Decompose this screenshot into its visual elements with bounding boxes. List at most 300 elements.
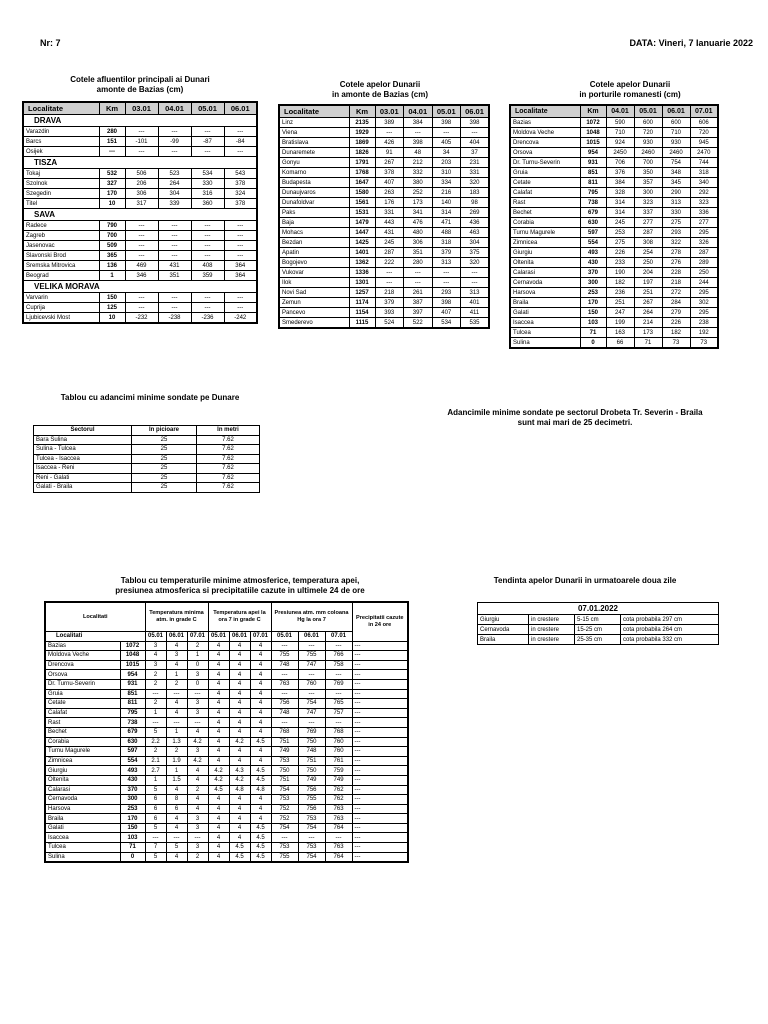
table-cell: 364	[224, 271, 257, 281]
table-cell: Tulcea	[510, 328, 580, 338]
table-cell: 4	[208, 823, 229, 833]
table-cell: Rast	[510, 198, 580, 208]
table-cell: 476	[404, 218, 433, 228]
table-cell: 2135	[349, 118, 375, 128]
table-row	[23, 221, 257, 231]
table-cell: 930	[634, 138, 662, 148]
column-header: 07.01	[690, 105, 718, 118]
table-cell: ---	[145, 689, 166, 699]
table-row	[510, 248, 718, 258]
table-cell: 1154	[349, 308, 375, 318]
table-cell: 4	[250, 651, 271, 661]
table-cell: Galati - Braila	[34, 483, 132, 493]
table-cell: 5-15 cm	[575, 615, 621, 625]
table-cell: 1301	[349, 278, 375, 288]
table-row	[45, 679, 408, 689]
table-cell: 320	[461, 178, 490, 188]
table-cell: 313	[432, 258, 461, 268]
table-cell: 1174	[349, 298, 375, 308]
table-cell: Calarasi	[45, 785, 120, 795]
table-cell: ---	[271, 641, 298, 651]
table-cell: ---	[352, 737, 408, 747]
table-cell: 4.5	[250, 766, 271, 776]
table-row	[23, 137, 257, 147]
table-cell: 140	[432, 198, 461, 208]
table-cell: 3	[187, 823, 208, 833]
table-cell: ---	[375, 278, 404, 288]
table-cell: 1	[187, 651, 208, 661]
table-cell: Varazdin	[23, 127, 99, 137]
table-cell: 332	[404, 168, 433, 178]
table-row	[510, 218, 718, 228]
table-cell: 4	[250, 756, 271, 766]
table-cell: Bara Sulina	[34, 435, 132, 445]
table-cell: 4	[250, 718, 271, 728]
table-cell: 443	[375, 218, 404, 228]
table-cell: 250	[690, 268, 718, 278]
table-cell: 752	[271, 804, 298, 814]
table-cell: 287	[690, 248, 718, 258]
table-cell: Isaccea	[510, 318, 580, 328]
column-header: Temperatura minima atm. in grade C	[145, 602, 208, 632]
table-cell: ---	[352, 795, 408, 805]
table-cell: ---	[352, 766, 408, 776]
table-cell: cota probabila 332 cm	[621, 635, 719, 645]
table-cell: 706	[606, 158, 634, 168]
table-cell: 2470	[690, 148, 718, 158]
table-cell: 199	[606, 318, 634, 328]
column-header: In picioare	[132, 426, 197, 436]
table-cell: 360	[191, 199, 224, 209]
table-cell: 4.2	[229, 775, 250, 785]
table-cell: 320	[461, 258, 490, 268]
table-cell: 630	[120, 737, 145, 747]
table-cell: 751	[271, 737, 298, 747]
table-cell: 136	[99, 261, 125, 271]
table-cell: 339	[158, 199, 191, 209]
table-cell: 4	[250, 679, 271, 689]
table-cell: Cuprija	[23, 303, 99, 313]
table-cell: 5	[145, 852, 166, 862]
table-cell: 380	[404, 178, 433, 188]
table-cell: Tulcea - Isaccea	[34, 454, 132, 464]
table-cell: 2.1	[145, 756, 166, 766]
table-cell: 7.62	[197, 473, 260, 483]
table-cell: -232	[125, 313, 158, 324]
table-cell: 233	[606, 258, 634, 268]
column-header: 03.01	[375, 105, 404, 118]
table-row	[510, 308, 718, 318]
table-cell: Baja	[279, 218, 349, 228]
table-cell: 600	[634, 118, 662, 128]
table-cell: ---	[125, 231, 158, 241]
table-cell: 493	[580, 248, 606, 258]
table-cell: ---	[158, 231, 191, 241]
table-row	[23, 179, 257, 189]
table-row	[45, 795, 408, 805]
table-cell: 763	[325, 814, 352, 824]
temps-title: Tablou cu temperaturile minime atmosferice, temperatura apei, presiunea atmosferica si precipitatiile cazute in ultimele 24 de ore	[115, 576, 365, 595]
table-cell: 4	[250, 660, 271, 670]
table-cell: 277	[634, 218, 662, 228]
table-cell: 4	[166, 708, 187, 718]
table-cell: 408	[191, 261, 224, 271]
table-cell: 532	[99, 169, 125, 179]
table-cell: 267	[375, 158, 404, 168]
table-cell: 763	[325, 804, 352, 814]
table-cell: 523	[158, 169, 191, 179]
table-row	[45, 727, 408, 737]
table-cell: ---	[191, 231, 224, 241]
table-cell: Cernavoda	[45, 795, 120, 805]
table-cell: 2460	[662, 148, 690, 158]
table-cell: ---	[271, 718, 298, 728]
table-cell: 4	[208, 727, 229, 737]
table-cell: 754	[271, 823, 298, 833]
table-cell: 263	[375, 188, 404, 198]
table-cell: 753	[298, 814, 325, 824]
table-cell: Turnu Magurele	[510, 228, 580, 238]
table-cell: 404	[461, 138, 490, 148]
table-cell: 278	[662, 248, 690, 258]
trend-title: Tendinta apelor Dunarii in urmatoarele doua zile	[493, 576, 677, 585]
column-header: In metri	[197, 426, 260, 436]
table-cell: ---	[191, 147, 224, 157]
table-cell: ---	[325, 670, 352, 680]
header-row	[510, 105, 718, 118]
table-cell: 238	[690, 318, 718, 328]
table-cell: Harsova	[45, 804, 120, 814]
column-header: Localitate	[279, 105, 349, 118]
table-cell: 407	[375, 178, 404, 188]
table-cell: 7.62	[197, 445, 260, 455]
table-cell: 3	[166, 651, 187, 661]
table-cell: 244	[690, 278, 718, 288]
table-cell: 204	[634, 268, 662, 278]
table-cell: 5	[145, 785, 166, 795]
table-cell: 348	[662, 168, 690, 178]
table-cell: ---	[158, 221, 191, 231]
table-cell: ---	[352, 670, 408, 680]
table-cell: 226	[606, 248, 634, 258]
table-cell: 4	[229, 670, 250, 680]
table-cell: Osijek	[23, 147, 99, 157]
table2-title: Cotele apelor Dunarii in amonte de Bazias (cm)	[331, 80, 429, 99]
table-cell: 251	[606, 298, 634, 308]
table-cell: 364	[224, 261, 257, 271]
table-cell: -238	[158, 313, 191, 324]
table-cell: 398	[432, 118, 461, 128]
table-cell: Dunaujvaros	[279, 188, 349, 198]
column-header: Presiunea atm. mm coloana Hg la ora 7	[271, 602, 352, 632]
table-cell: 3	[145, 641, 166, 651]
table-cell: 1447	[349, 228, 375, 238]
table-cell: 509	[99, 241, 125, 251]
table-row	[478, 615, 719, 625]
header-row	[34, 426, 260, 436]
table-cell: 748	[271, 708, 298, 718]
table-cell: 755	[298, 795, 325, 805]
table-cell: ---	[224, 127, 257, 137]
table-cell: 600	[662, 118, 690, 128]
table-row	[23, 293, 257, 303]
table-cell: 151	[99, 137, 125, 147]
table-cell: 3	[145, 660, 166, 670]
table-row	[510, 338, 718, 349]
table-cell: 4.5	[250, 833, 271, 843]
column-header: 07.01	[325, 632, 352, 642]
tributaries-table	[22, 101, 258, 324]
table-cell: ---	[271, 689, 298, 699]
table-cell: 4	[208, 814, 229, 824]
table-cell: 554	[120, 756, 145, 766]
section-name: TISZA	[23, 157, 257, 169]
table-cell: 293	[432, 288, 461, 298]
table-cell: 760	[298, 679, 325, 689]
table-cell: 4.2	[187, 756, 208, 766]
section-name: DRAVA	[23, 115, 257, 127]
table-cell: 590	[606, 118, 634, 128]
table-cell: 811	[580, 178, 606, 188]
table-cell: ---	[298, 718, 325, 728]
table-row	[510, 268, 718, 278]
table-cell: 700	[99, 231, 125, 241]
table-cell: 15-25 cm	[575, 625, 621, 635]
table-cell: 4	[187, 804, 208, 814]
table-cell: 463	[461, 228, 490, 238]
table-row	[279, 278, 489, 288]
table-cell: 762	[325, 795, 352, 805]
table-cell: 811	[120, 699, 145, 709]
section-name: VELIKA MORAVA	[23, 281, 257, 293]
table-cell: Galati	[510, 308, 580, 318]
table-row	[279, 248, 489, 258]
column-header: 06.01	[166, 632, 187, 642]
table-cell: 359	[191, 271, 224, 281]
table-cell: 7	[145, 843, 166, 853]
table-row	[34, 483, 260, 493]
table-cell: Zimnicea	[510, 238, 580, 248]
table-cell: 1257	[349, 288, 375, 298]
table-cell: 275	[606, 238, 634, 248]
table-cell: 506	[125, 169, 158, 179]
table-cell: Drencova	[510, 138, 580, 148]
table-cell: 4	[208, 699, 229, 709]
table-cell: 747	[298, 708, 325, 718]
table-row	[45, 651, 408, 661]
table-cell: 720	[634, 128, 662, 138]
table-cell: 2450	[606, 148, 634, 158]
table-row	[510, 208, 718, 218]
table-cell: 4	[208, 679, 229, 689]
table-cell: ---	[352, 641, 408, 651]
table-row	[279, 138, 489, 148]
table-cell: 346	[125, 271, 158, 281]
table-cell: 150	[120, 823, 145, 833]
table-cell: 4.5	[250, 823, 271, 833]
column-header: 06.01	[229, 632, 250, 642]
table-row	[478, 635, 719, 645]
table-cell: 760	[325, 737, 352, 747]
table-cell: 469	[125, 261, 158, 271]
table-cell: 7.62	[197, 464, 260, 474]
table-cell: ---	[352, 727, 408, 737]
table-cell: 98	[461, 198, 490, 208]
table-cell: 71	[120, 843, 145, 853]
trend-table	[477, 602, 719, 645]
table-cell: -99	[158, 137, 191, 147]
table-cell: 300	[634, 188, 662, 198]
table-row	[23, 303, 257, 313]
table-row	[45, 737, 408, 747]
table-cell: 4	[208, 651, 229, 661]
table-cell: ---	[166, 718, 187, 728]
table-cell: ---	[99, 147, 125, 157]
table-cell: 748	[271, 660, 298, 670]
table-cell: 252	[404, 188, 433, 198]
table-cell: 4.2	[208, 775, 229, 785]
table-cell: 768	[325, 727, 352, 737]
table-cell: 2460	[634, 148, 662, 158]
table-cell: 3	[187, 843, 208, 853]
table-cell: 1115	[349, 318, 375, 329]
column-header: Localitate	[23, 102, 99, 115]
table-cell: 4	[208, 718, 229, 728]
table-cell: 769	[298, 727, 325, 737]
table-cell: 5	[145, 727, 166, 737]
table-cell: 2	[187, 852, 208, 862]
column-header: Km	[580, 105, 606, 118]
table-cell: 4	[229, 804, 250, 814]
column-header: 04.01	[606, 105, 634, 118]
table-cell: 323	[634, 198, 662, 208]
romanian-ports-table	[509, 104, 719, 349]
table-cell: 393	[375, 308, 404, 318]
table-cell: ---	[191, 127, 224, 137]
table-row	[510, 158, 718, 168]
table-cell: ---	[158, 303, 191, 313]
table-cell: ---	[352, 651, 408, 661]
table-cell: 755	[271, 651, 298, 661]
table-cell: ---	[166, 689, 187, 699]
table-row	[279, 308, 489, 318]
table-cell: 4	[229, 727, 250, 737]
table-cell: Cetate	[45, 699, 120, 709]
table-cell: Isaccea - Reni	[34, 464, 132, 474]
table-cell: Corabia	[510, 218, 580, 228]
table-cell: Calafat	[45, 708, 120, 718]
table-row	[279, 168, 489, 178]
table-cell: 6	[145, 795, 166, 805]
table-cell: 306	[404, 238, 433, 248]
table-cell: Dr. Turnu-Severin	[510, 158, 580, 168]
table-cell: 2	[187, 785, 208, 795]
table-cell: 1048	[580, 128, 606, 138]
table-cell: 5	[166, 843, 187, 853]
table-cell: Oltenita	[510, 258, 580, 268]
table-cell: ---	[271, 833, 298, 843]
table-cell: Bogojevo	[279, 258, 349, 268]
table-cell: Galati	[45, 823, 120, 833]
table-row	[23, 169, 257, 179]
table-cell: ---	[461, 278, 490, 288]
table-cell: 4	[187, 727, 208, 737]
table-cell: 751	[298, 756, 325, 766]
table-cell: 91	[375, 148, 404, 158]
table-cell: ---	[298, 641, 325, 651]
table-cell: 25	[132, 435, 197, 445]
table-cell: 214	[634, 318, 662, 328]
table-cell: Bezdan	[279, 238, 349, 248]
table-cell: ---	[125, 147, 158, 157]
table-cell: in crestere	[529, 635, 575, 645]
table-row	[45, 852, 408, 862]
table-row	[23, 127, 257, 137]
table-cell: Giurgiu	[45, 766, 120, 776]
table-cell: 4	[208, 833, 229, 843]
table-cell: 4.5	[229, 852, 250, 862]
table-cell: 6	[145, 804, 166, 814]
table-cell: 1647	[349, 178, 375, 188]
table-cell: ---	[352, 775, 408, 785]
table-cell: 370	[580, 268, 606, 278]
table-cell: Szolnok	[23, 179, 99, 189]
table-cell: 4	[229, 814, 250, 824]
table-cell: 795	[580, 188, 606, 198]
table-cell: ---	[158, 293, 191, 303]
table-cell: 218	[375, 288, 404, 298]
table-cell: 763	[325, 843, 352, 853]
table-cell: 4	[250, 795, 271, 805]
table-cell: 4	[229, 679, 250, 689]
column-header: Localitati	[45, 602, 145, 632]
table-cell: 190	[606, 268, 634, 278]
table-row	[23, 271, 257, 281]
table-cell: 535	[461, 318, 490, 329]
table-cell: 25	[132, 445, 197, 455]
table-cell: ---	[125, 127, 158, 137]
temperature-table	[44, 601, 409, 863]
table-cell: ---	[352, 852, 408, 862]
table-cell: ---	[352, 804, 408, 814]
table-cell: 253	[120, 804, 145, 814]
table-cell: 407	[432, 308, 461, 318]
column-header: Precipitatii cazute in 24 ore	[352, 602, 408, 641]
group-header-row	[45, 602, 408, 632]
table-cell: 4	[166, 785, 187, 795]
table-cell: 73	[662, 338, 690, 349]
column-header: 06.01	[662, 105, 690, 118]
table-cell: 930	[662, 138, 690, 148]
table-cell: Apatin	[279, 248, 349, 258]
table-cell: 334	[432, 178, 461, 188]
table-cell: 253	[580, 288, 606, 298]
table-cell: 747	[298, 660, 325, 670]
table-cell: ---	[166, 833, 187, 843]
table-cell: 295	[690, 288, 718, 298]
table-cell: Giurgiu	[478, 615, 529, 625]
table-cell: 284	[662, 298, 690, 308]
table-cell: ---	[461, 268, 490, 278]
table-cell: 480	[404, 228, 433, 238]
table-cell: 790	[99, 221, 125, 231]
table-cell: 710	[606, 128, 634, 138]
table-cell: 389	[375, 118, 404, 128]
table-cell: Bazias	[510, 118, 580, 128]
table-cell: 163	[606, 328, 634, 338]
table-cell: Bechet	[45, 727, 120, 737]
table-row	[510, 238, 718, 248]
